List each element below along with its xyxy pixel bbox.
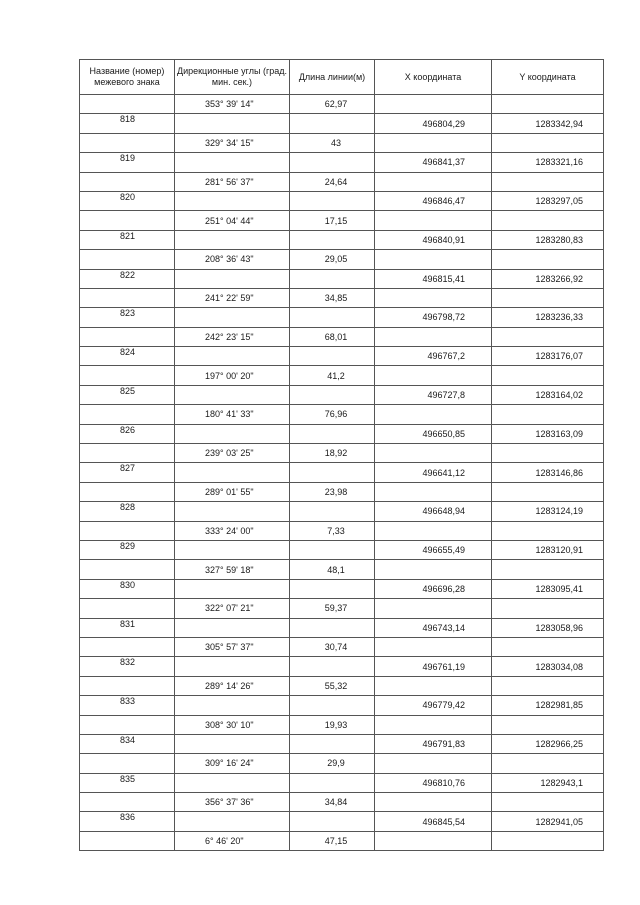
length-cell — [290, 308, 375, 327]
y-cell: 1283034,08 — [492, 657, 604, 676]
point-name-cell: 831 — [80, 618, 175, 637]
x-cell: 496804,29 — [375, 114, 492, 133]
segment-row — [80, 366, 604, 385]
angle-cell — [175, 308, 290, 327]
length-cell — [290, 579, 375, 598]
point-row — [80, 230, 604, 249]
angle-cell — [175, 153, 290, 172]
header-point-name: Название (номер) межевого знака — [80, 60, 175, 95]
point-name-cell — [80, 637, 175, 656]
point-name-cell — [80, 599, 175, 618]
segment-row — [80, 405, 604, 424]
point-name-cell: 828 — [80, 502, 175, 521]
y-cell — [492, 560, 604, 579]
point-name-cell — [80, 366, 175, 385]
length-cell: 41,2 — [290, 366, 375, 385]
point-name-cell — [80, 793, 175, 812]
table-header-row — [80, 60, 604, 95]
angle-cell: 242° 23' 15" — [175, 327, 290, 346]
length-cell — [290, 812, 375, 831]
point-name-cell — [80, 482, 175, 501]
point-name-cell — [80, 288, 175, 307]
point-row — [80, 696, 604, 715]
length-cell: 76,96 — [290, 405, 375, 424]
angle-cell — [175, 579, 290, 598]
point-row — [80, 773, 604, 792]
x-cell — [375, 95, 492, 114]
segment-row — [80, 250, 604, 269]
angle-cell — [175, 230, 290, 249]
length-cell: 24,64 — [290, 172, 375, 191]
y-cell — [492, 676, 604, 695]
angle-cell — [175, 463, 290, 482]
y-cell — [492, 133, 604, 152]
point-row — [80, 308, 604, 327]
y-cell — [492, 405, 604, 424]
y-cell — [492, 637, 604, 656]
angle-cell — [175, 618, 290, 637]
angle-cell: 327° 59' 18" — [175, 560, 290, 579]
x-cell: 496761,19 — [375, 657, 492, 676]
length-cell — [290, 424, 375, 443]
length-cell: 62,97 — [290, 95, 375, 114]
segment-row — [80, 637, 604, 656]
y-cell: 1282966,25 — [492, 734, 604, 753]
length-cell: 29,9 — [290, 754, 375, 773]
length-cell — [290, 773, 375, 792]
point-name-cell — [80, 521, 175, 540]
length-cell: 47,15 — [290, 831, 375, 850]
y-cell: 1283058,96 — [492, 618, 604, 637]
y-cell: 1282943,1 — [492, 773, 604, 792]
point-name-cell: 835 — [80, 773, 175, 792]
y-cell: 1283163,09 — [492, 424, 604, 443]
angle-cell: 6° 46' 20" — [175, 831, 290, 850]
point-name-cell — [80, 676, 175, 695]
coordinates-table — [79, 59, 604, 851]
angle-cell: 241° 22' 59" — [175, 288, 290, 307]
x-cell — [375, 831, 492, 850]
point-name-cell: 820 — [80, 191, 175, 210]
angle-cell — [175, 657, 290, 676]
x-cell: 496650,85 — [375, 424, 492, 443]
segment-row — [80, 211, 604, 230]
y-cell: 1282941,05 — [492, 812, 604, 831]
y-cell: 1283342,94 — [492, 114, 604, 133]
point-row — [80, 657, 604, 676]
y-cell — [492, 599, 604, 618]
point-name-cell: 829 — [80, 540, 175, 559]
length-cell — [290, 618, 375, 637]
angle-cell: 197° 00' 20" — [175, 366, 290, 385]
length-cell: 18,92 — [290, 444, 375, 463]
y-cell: 1283266,92 — [492, 269, 604, 288]
y-cell: 1283120,91 — [492, 540, 604, 559]
y-cell — [492, 482, 604, 501]
x-cell: 496641,12 — [375, 463, 492, 482]
x-cell — [375, 715, 492, 734]
angle-cell: 281° 56' 37" — [175, 172, 290, 191]
point-row — [80, 618, 604, 637]
y-cell: 1283280,83 — [492, 230, 604, 249]
x-cell — [375, 444, 492, 463]
x-cell: 496841,37 — [375, 153, 492, 172]
point-row — [80, 502, 604, 521]
point-row — [80, 424, 604, 443]
length-cell — [290, 269, 375, 288]
x-cell: 496696,28 — [375, 579, 492, 598]
length-cell: 34,84 — [290, 793, 375, 812]
y-cell — [492, 327, 604, 346]
y-cell — [492, 211, 604, 230]
segment-row — [80, 754, 604, 773]
angle-cell — [175, 385, 290, 404]
length-cell — [290, 191, 375, 210]
header-direction-angle: Дирекционные углы (град. мин. сек.) — [175, 60, 290, 95]
header-x-coordinate: X координата — [375, 60, 492, 95]
length-cell — [290, 540, 375, 559]
x-cell: 496798,72 — [375, 308, 492, 327]
length-cell — [290, 502, 375, 521]
x-cell — [375, 327, 492, 346]
point-row — [80, 812, 604, 831]
length-cell: 48,1 — [290, 560, 375, 579]
length-cell — [290, 347, 375, 366]
segment-row — [80, 95, 604, 114]
point-name-cell: 822 — [80, 269, 175, 288]
length-cell — [290, 734, 375, 753]
x-cell — [375, 405, 492, 424]
segment-row — [80, 172, 604, 191]
segment-row — [80, 133, 604, 152]
length-cell: 68,01 — [290, 327, 375, 346]
angle-cell: 289° 01' 55" — [175, 482, 290, 501]
x-cell — [375, 793, 492, 812]
point-name-cell: 824 — [80, 347, 175, 366]
point-name-cell: 836 — [80, 812, 175, 831]
x-cell: 496743,14 — [375, 618, 492, 637]
y-cell — [492, 521, 604, 540]
x-cell: 496840,91 — [375, 230, 492, 249]
point-row — [80, 385, 604, 404]
length-cell — [290, 696, 375, 715]
length-cell: 19,93 — [290, 715, 375, 734]
angle-cell: 305° 57' 37" — [175, 637, 290, 656]
point-row — [80, 540, 604, 559]
point-name-cell — [80, 211, 175, 230]
x-cell: 496815,41 — [375, 269, 492, 288]
angle-cell — [175, 812, 290, 831]
y-cell — [492, 172, 604, 191]
length-cell — [290, 230, 375, 249]
point-name-cell — [80, 133, 175, 152]
segment-row — [80, 327, 604, 346]
angle-cell — [175, 114, 290, 133]
y-cell — [492, 444, 604, 463]
point-name-cell: 821 — [80, 230, 175, 249]
x-cell — [375, 599, 492, 618]
point-name-cell: 830 — [80, 579, 175, 598]
point-name-cell: 823 — [80, 308, 175, 327]
point-name-cell — [80, 444, 175, 463]
x-cell: 496845,54 — [375, 812, 492, 831]
segment-row — [80, 482, 604, 501]
segment-row — [80, 793, 604, 812]
y-cell — [492, 831, 604, 850]
x-cell — [375, 637, 492, 656]
point-row — [80, 463, 604, 482]
point-name-cell: 833 — [80, 696, 175, 715]
y-cell: 1283321,16 — [492, 153, 604, 172]
x-cell — [375, 211, 492, 230]
point-row — [80, 269, 604, 288]
angle-cell: 289° 14' 26" — [175, 676, 290, 695]
y-cell — [492, 366, 604, 385]
point-name-cell — [80, 95, 175, 114]
length-cell: 7,33 — [290, 521, 375, 540]
point-name-cell — [80, 754, 175, 773]
boundary-points-document — [79, 59, 603, 851]
length-cell — [290, 463, 375, 482]
point-name-cell — [80, 831, 175, 850]
x-cell — [375, 288, 492, 307]
angle-cell — [175, 540, 290, 559]
angle-cell — [175, 347, 290, 366]
y-cell — [492, 715, 604, 734]
length-cell: 17,15 — [290, 211, 375, 230]
length-cell: 55,32 — [290, 676, 375, 695]
angle-cell: 322° 07' 21" — [175, 599, 290, 618]
point-name-cell: 834 — [80, 734, 175, 753]
point-name-cell — [80, 560, 175, 579]
angle-cell — [175, 734, 290, 753]
angle-cell — [175, 773, 290, 792]
angle-cell: 329° 34' 15" — [175, 133, 290, 152]
x-cell — [375, 754, 492, 773]
x-cell: 496648,94 — [375, 502, 492, 521]
x-cell — [375, 133, 492, 152]
x-cell — [375, 560, 492, 579]
angle-cell: 239° 03' 25" — [175, 444, 290, 463]
angle-cell: 309° 16' 24" — [175, 754, 290, 773]
x-cell: 496767,2 — [375, 347, 492, 366]
point-name-cell: 819 — [80, 153, 175, 172]
length-cell: 29,05 — [290, 250, 375, 269]
x-cell: 496655,49 — [375, 540, 492, 559]
segment-row — [80, 444, 604, 463]
point-name-cell: 825 — [80, 385, 175, 404]
x-cell — [375, 172, 492, 191]
y-cell: 1282981,85 — [492, 696, 604, 715]
length-cell — [290, 385, 375, 404]
angle-cell: 333° 24' 00" — [175, 521, 290, 540]
point-name-cell: 826 — [80, 424, 175, 443]
y-cell: 1283146,86 — [492, 463, 604, 482]
point-name-cell — [80, 715, 175, 734]
point-row — [80, 191, 604, 210]
x-cell — [375, 250, 492, 269]
angle-cell: 356° 37' 36" — [175, 793, 290, 812]
point-row — [80, 579, 604, 598]
x-cell: 496810,76 — [375, 773, 492, 792]
y-cell — [492, 754, 604, 773]
y-cell: 1283124,19 — [492, 502, 604, 521]
point-name-cell — [80, 250, 175, 269]
length-cell — [290, 114, 375, 133]
angle-cell — [175, 502, 290, 521]
x-cell: 496727,8 — [375, 385, 492, 404]
length-cell: 23,98 — [290, 482, 375, 501]
header-line-length: Длина линии(м) — [290, 60, 375, 95]
x-cell — [375, 482, 492, 501]
length-cell: 34,85 — [290, 288, 375, 307]
segment-row — [80, 288, 604, 307]
y-cell — [492, 793, 604, 812]
angle-cell — [175, 269, 290, 288]
point-name-cell: 832 — [80, 657, 175, 676]
y-cell — [492, 95, 604, 114]
point-row — [80, 734, 604, 753]
x-cell — [375, 521, 492, 540]
point-name-cell — [80, 405, 175, 424]
angle-cell: 308° 30' 10" — [175, 715, 290, 734]
point-name-cell: 818 — [80, 114, 175, 133]
y-cell: 1283176,07 — [492, 347, 604, 366]
angle-cell: 251° 04' 44" — [175, 211, 290, 230]
point-row — [80, 114, 604, 133]
length-cell: 43 — [290, 133, 375, 152]
segment-row — [80, 599, 604, 618]
point-row — [80, 153, 604, 172]
header-y-coordinate: Y координата — [492, 60, 604, 95]
y-cell — [492, 288, 604, 307]
angle-cell — [175, 191, 290, 210]
x-cell — [375, 676, 492, 695]
y-cell: 1283236,33 — [492, 308, 604, 327]
y-cell: 1283095,41 — [492, 579, 604, 598]
angle-cell — [175, 696, 290, 715]
angle-cell: 208° 36' 43" — [175, 250, 290, 269]
length-cell: 30,74 — [290, 637, 375, 656]
x-cell: 496791,83 — [375, 734, 492, 753]
length-cell — [290, 657, 375, 676]
x-cell: 496846,47 — [375, 191, 492, 210]
segment-row — [80, 715, 604, 734]
point-name-cell — [80, 172, 175, 191]
y-cell — [492, 250, 604, 269]
angle-cell: 180° 41' 33" — [175, 405, 290, 424]
segment-row — [80, 676, 604, 695]
x-cell: 496779,42 — [375, 696, 492, 715]
point-name-cell — [80, 327, 175, 346]
segment-row — [80, 560, 604, 579]
point-row — [80, 347, 604, 366]
length-cell: 59,37 — [290, 599, 375, 618]
length-cell — [290, 153, 375, 172]
angle-cell — [175, 424, 290, 443]
angle-cell: 353° 39' 14" — [175, 95, 290, 114]
y-cell: 1283164,02 — [492, 385, 604, 404]
segment-row — [80, 521, 604, 540]
y-cell: 1283297,05 — [492, 191, 604, 210]
x-cell — [375, 366, 492, 385]
point-name-cell: 827 — [80, 463, 175, 482]
segment-row — [80, 831, 604, 850]
